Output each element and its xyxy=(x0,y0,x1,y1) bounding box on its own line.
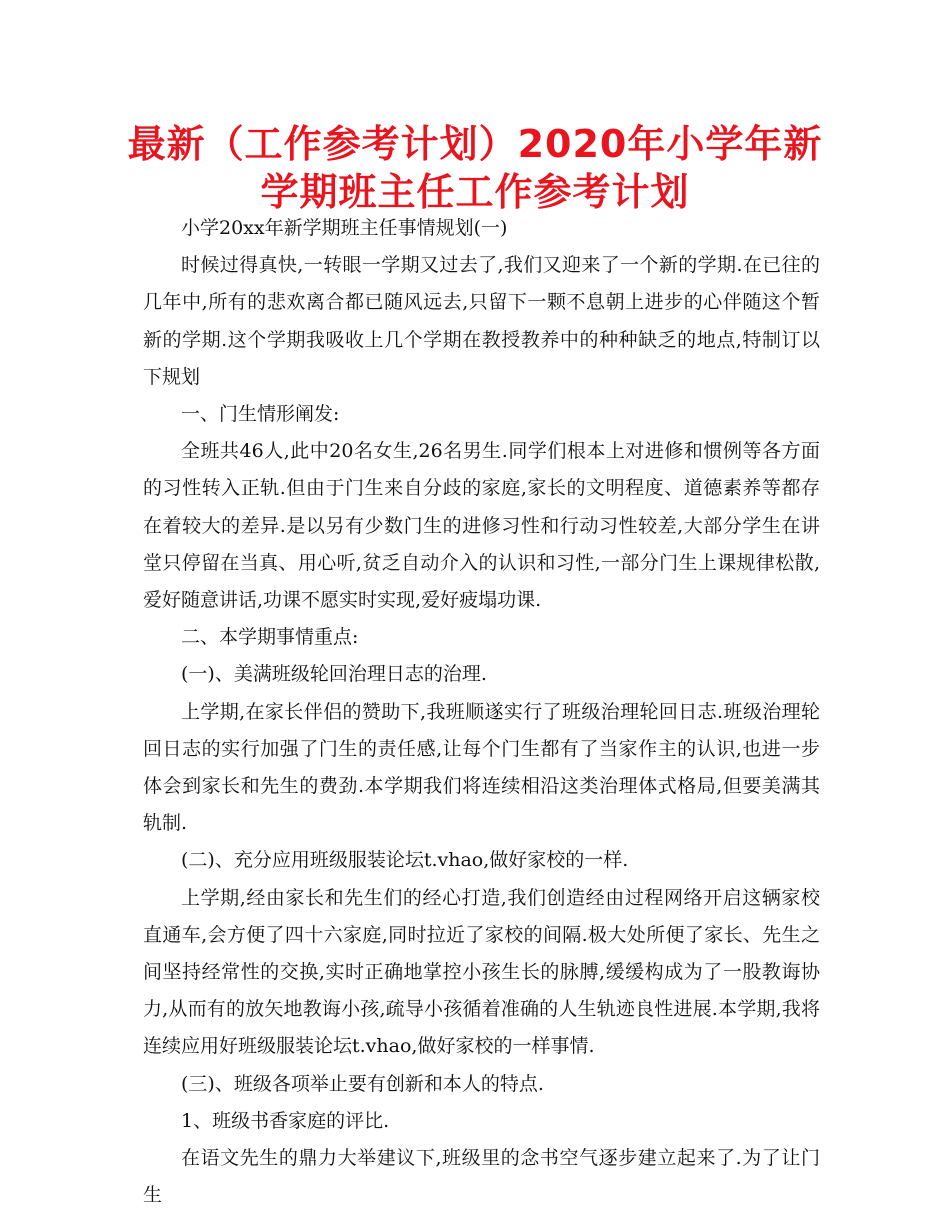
document-body xyxy=(143,210,820,1214)
body-paragraph: 全班共46人,此中20名女生,26名男生.同学们根本上对进修和惯例等各方面的习性转入正轨.但由于门生来自分歧的家庭,家长的文明程度、道德素养等都存在着较大的差异.是以另有少数门生的进修习性和行动习性较差,大部分学生在讲堂只停留在当真、用心听,贫乏自动介入的认识和习性,一部分门生上课规律松散,爱好随意讲话,功课不愿实时实现,爱好疲塌功课. xyxy=(143,440,820,612)
body-paragraph: 上学期,在家长伴侣的赞助下,我班顺遂实行了班级治理轮回日志.班级治理轮回日志的实行加强了门生的责任感,让每个门生都有了当家作主的认识,也进一步体会到家长和先生的费劲.本学期我们将连续相沿这类治理体式格局,但要美满其轨制. xyxy=(143,700,820,835)
body-paragraph: 在语文先生的鼎力大举建议下,班级里的念书空气逐步建立起来了.为了让门生 xyxy=(143,1147,820,1207)
subsection-heading: (一)、美满班级轮回治理日志的治理. xyxy=(181,663,487,686)
subtitle-paragraph: 小学20xx年新学期班主任事情规划(一) xyxy=(181,217,508,239)
subsection-heading: (二)、充分应用班级服装论坛t.vhao,做好家校的一样. xyxy=(181,849,629,872)
body-paragraph: 上学期,经由家长和先生们的经心打造,我们创造经由过程网络开启这辆家校直通车,会方便了四十六家庭,同时拉近了家校的间隔.极大处所便了家长、先生之间坚持经常性的交换,实时正确地掌控小孩生长的脉膊,缓缓构成为了一股教诲协力,从而有的放矢地教诲小孩,疏导小孩循着准确的人生轨迹良性进展.本学期,我将连续应用好班级服装论坛t.vhao,做好家校的一样事情. xyxy=(143,886,820,1058)
section-heading: 一、门生情形阐发: xyxy=(181,403,340,426)
section-heading: 二、本学期事情重点: xyxy=(181,626,359,649)
document-title: 最新（工作参考计划）2020年小学年新学期班主任工作参考计划 xyxy=(127,122,823,214)
body-paragraph: 时候过得真快,一转眼一学期又过去了,我们又迎来了一个新的学期.在已往的几年中,所有的悲欢离合都已随风远去,只留下一颗不息朝上进步的心伴随这个暂新的学期.这个学期我吸收上几个学期在教授教养中的种种缺乏的地点,特制订以下规划 xyxy=(143,254,820,388)
item-heading: 1、班级书香家庭的评比. xyxy=(181,1109,390,1132)
subsection-heading: (三)、班级各项举止要有创新和本人的特点. xyxy=(181,1072,544,1095)
